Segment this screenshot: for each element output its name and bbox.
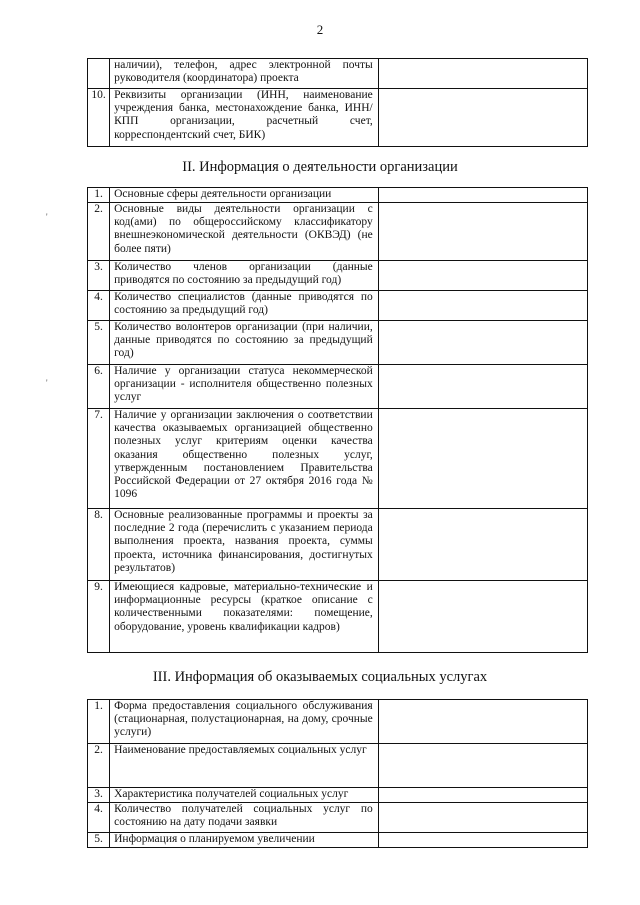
row-value-cell[interactable]	[378, 509, 587, 581]
row-number: 8.	[88, 509, 110, 581]
row-number: 4.	[88, 803, 110, 833]
table-row	[88, 59, 588, 89]
row-description: Реквизиты организации (ИНН, наименование учреждения банка, местонахождение банка, ИНН/КПП организации, расчетный счет, корреспондентский счет, БИК)	[110, 89, 379, 147]
table-row	[88, 803, 588, 833]
row-description: Основные виды деятельности организации с код(ами) по общероссийскому классификатору внешнеэкономической деятельности (ОКВЭД) (не более пяти)	[110, 203, 379, 261]
row-number: 6.	[88, 365, 110, 409]
row-value-cell[interactable]	[378, 833, 587, 848]
table-row	[88, 261, 588, 291]
row-value-cell[interactable]	[378, 188, 587, 203]
table-row	[88, 788, 588, 803]
section-3-title: III. Информация об оказываемых социальных услугах	[152, 669, 488, 685]
table-row	[88, 509, 588, 581]
margin-mark: '	[46, 212, 48, 222]
row-number: 4.	[88, 291, 110, 321]
row-number: 1.	[88, 700, 110, 744]
table-section-3	[87, 699, 588, 848]
section-2-title: II. Информация о деятельности организации	[182, 159, 458, 175]
row-number: 7.	[88, 409, 110, 509]
row-number: 5.	[88, 321, 110, 365]
row-description: Количество получателей социальных услуг по состоянию на дату подачи заявки	[110, 803, 379, 833]
row-description: Имеющиеся кадровые, материально-технические и информационные ресурсы (краткое описание с количественными показателями: помещение, оборудование, уровень квалификации кадров)	[110, 581, 379, 653]
row-description: Наличие у организации заключения о соответствии качества оказываемых организацией общественно полезных услуг критериям оценки качества оказания общественно полезных услуг, утвержденным постановлением Правительства Российской Федерации от 27 октября 2016 года № 1096	[110, 409, 379, 509]
row-description: Количество волонтеров организации (при наличии, данные приводятся по состоянию за предыдущий год)	[110, 321, 379, 365]
row-description: Количество специалистов (данные приводятся по состоянию за предыдущий год)	[110, 291, 379, 321]
table-row	[88, 321, 588, 365]
row-value-cell[interactable]	[378, 409, 587, 509]
row-number: 9.	[88, 581, 110, 653]
row-number: 2.	[88, 203, 110, 261]
row-value-cell[interactable]	[378, 89, 587, 147]
row-value-cell[interactable]	[378, 59, 587, 89]
row-value-cell[interactable]	[378, 788, 587, 803]
row-description: наличии), телефон, адрес электронной почты руководителя (координатора) проекта	[110, 59, 379, 89]
page-number: 2	[316, 22, 324, 37]
row-description: Характеристика получателей социальных услуг	[110, 788, 379, 803]
row-description: Информация о планируемом увеличении	[110, 833, 379, 848]
table-row	[88, 365, 588, 409]
row-value-cell[interactable]	[378, 581, 587, 653]
row-value-cell[interactable]	[378, 203, 587, 261]
table-org-details	[87, 58, 588, 147]
row-number: 10.	[88, 89, 110, 147]
table-row	[88, 700, 588, 744]
row-number: 3.	[88, 261, 110, 291]
row-value-cell[interactable]	[378, 700, 587, 744]
row-description: Основные реализованные программы и проекты за последние 2 года (перечислить с указанием периода выполнения проекта, названия проекта, суммы проекта, источника финансирования, достигнутых результатов)	[110, 509, 379, 581]
row-value-cell[interactable]	[378, 803, 587, 833]
row-description: Наименование предоставляемых социальных услуг	[110, 744, 379, 788]
row-description: Количество членов организации (данные приводятся по состоянию за предыдущий год)	[110, 261, 379, 291]
table-section-2	[87, 187, 588, 653]
row-value-cell[interactable]	[378, 321, 587, 365]
row-number: 3.	[88, 788, 110, 803]
row-value-cell[interactable]	[378, 744, 587, 788]
row-description: Форма предоставления социального обслуживания (стационарная, полустационарная, на дому, срочные услуги)	[110, 700, 379, 744]
row-number	[88, 59, 110, 89]
row-value-cell[interactable]	[378, 261, 587, 291]
row-value-cell[interactable]	[378, 365, 587, 409]
table-row	[88, 188, 588, 203]
row-number: 1.	[88, 188, 110, 203]
table-row	[88, 833, 588, 848]
table-row	[88, 89, 588, 147]
row-description: Наличие у организации статуса некоммерческой организации - исполнителя общественно полезных услуг	[110, 365, 379, 409]
row-number: 2.	[88, 744, 110, 788]
table-row	[88, 291, 588, 321]
table-row	[88, 581, 588, 653]
margin-mark: '	[46, 378, 48, 388]
table-row	[88, 744, 588, 788]
row-description: Основные сферы деятельности организации	[110, 188, 379, 203]
row-number: 5.	[88, 833, 110, 848]
row-value-cell[interactable]	[378, 291, 587, 321]
table-row	[88, 409, 588, 509]
table-row	[88, 203, 588, 261]
